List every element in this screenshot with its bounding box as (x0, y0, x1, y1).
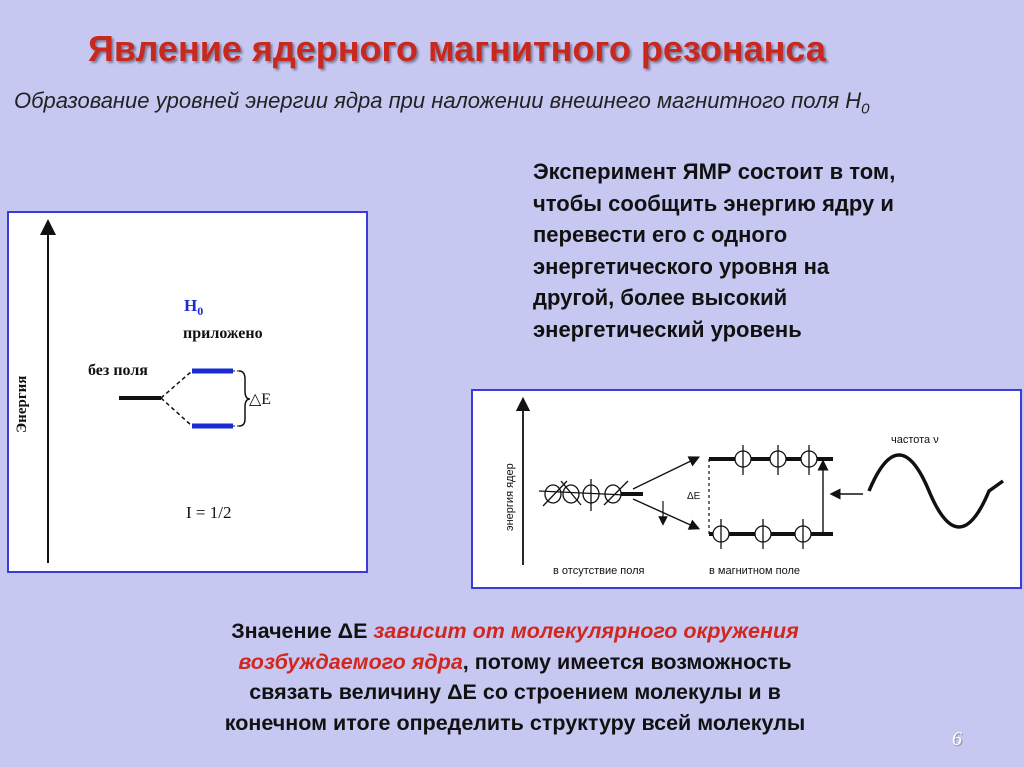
split-dash-upper (161, 371, 192, 398)
slide-title: Явление ядерного магнитного резонанса (88, 28, 826, 69)
explanation-line: энергетического уровня на (533, 253, 830, 279)
slide-subtitle (14, 88, 869, 117)
arrow-to-upper (633, 459, 695, 489)
subtitle-subscript: 0 (861, 100, 870, 118)
energy-level-diagram (7, 211, 368, 573)
nmr-transition-diagram (471, 389, 1022, 589)
rf-wave (869, 455, 1003, 527)
explanation-line: Эксперимент ЯМР состоит в том, (533, 159, 896, 184)
spin-label: I = 1/2 (186, 503, 232, 522)
conclusion-part: связать величину ΔE со строением молекулы и в (249, 680, 781, 704)
explanation-text (533, 156, 895, 345)
nmr-transition-svg (473, 391, 1020, 587)
upper-spins (735, 445, 817, 475)
explanation-line: энергетический уровень (533, 316, 802, 342)
explanation-line: перевести его с одного (533, 222, 788, 247)
frequency-label: частота ν (891, 434, 939, 446)
field-label: $H_0$ (184, 296, 204, 318)
explanation-line: чтобы сообщить энергию ядру и (533, 190, 894, 216)
delta-e-label: △E (249, 391, 272, 408)
subtitle-text: Образование уровней энергии ядра при наложении внешнего магнитного поля H (14, 88, 862, 113)
conclusion-highlight: возбуждаемого ядра (238, 649, 463, 674)
conclusion-text (110, 616, 920, 738)
conclusion-part: , потому имеется возможность (462, 649, 792, 674)
no-field-caption: в отсутствие поля (553, 565, 645, 577)
energy-axis-label: энергия ядер (504, 463, 516, 531)
random-spins (539, 479, 628, 511)
split-dash-lower (161, 398, 192, 426)
applied-label: приложено (183, 325, 263, 342)
arrow-to-lower (633, 499, 695, 527)
conclusion-highlight: зависит от молекулярного окружения (373, 619, 799, 643)
conclusion-part: конечном итоге определить структуру всей молекулы (224, 710, 806, 735)
energy-level-svg (9, 213, 366, 571)
conclusion-part: Значение ΔE (231, 619, 374, 643)
no-field-label: без поля (88, 362, 148, 379)
page-number: 6 (952, 728, 962, 750)
explanation-line: другой, более высокий (533, 285, 788, 310)
delta-e-label: ΔE (687, 491, 701, 502)
in-field-caption: в магнитном поле (709, 565, 801, 577)
energy-axis-label: Энергия (14, 375, 30, 433)
lower-spins (713, 519, 811, 549)
